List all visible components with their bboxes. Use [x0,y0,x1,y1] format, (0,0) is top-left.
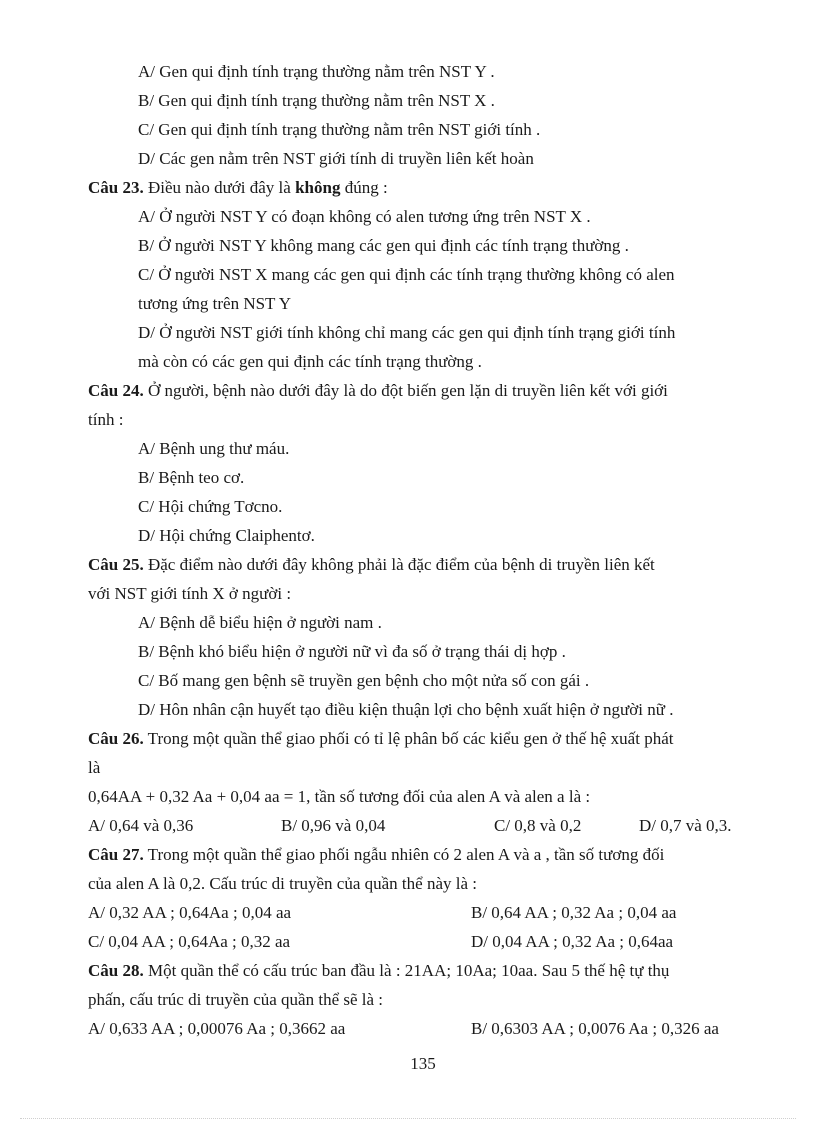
q27-option-a: A/ 0,32 AA ; 0,64Aa ; 0,04 aa [88,903,292,922]
q24-stem-line2: tính : [88,410,124,429]
q23-option-c-line1: C/ Ở người NST X mang các gen qui định các tính trạng thường không có alen [138,265,675,284]
q26-label: Câu 26. [88,729,144,748]
q24-label: Câu 24. [88,381,144,400]
q25-stem [88,554,655,576]
q26-option-d: D/ 0,7 và 0,3. [639,816,732,835]
q24-stem [88,380,668,402]
q25-label: Câu 25. [88,555,144,574]
q23-stem [88,177,388,199]
q23-option-c-line2: tương ứng trên NST Y [138,294,292,313]
q27-stem-line2: của alen A là 0,2. Cấu trúc di truyền của quần thể này là : [88,874,477,893]
q27-option-c: C/ 0,04 AA ; 0,64Aa ; 0,32 aa [88,932,291,951]
q24-option-a: A/ Bệnh ung thư máu. [138,439,290,458]
q23-label: Câu 23. [88,178,144,197]
q26-option-b: B/ 0,96 và 0,04 [281,816,386,835]
q25-stem-line2: với NST giới tính X ở người : [88,584,292,603]
q27-stem [88,844,664,866]
q28-stem-line2: phấn, cấu trúc di truyền của quần thể sẽ là : [88,990,384,1009]
q22-option-d: D/ Các gen nằm trên NST giới tính di truyền liên kết hoàn [138,149,534,168]
q27-option-b: B/ 0,64 AA ; 0,32 Aa ; 0,04 aa [471,903,677,922]
q28-label: Câu 28. [88,961,144,980]
q25-option-b: B/ Bệnh khó biểu hiện ở người nữ vì đa số ở trạng thái dị hợp . [138,642,566,661]
q22-option-a: A/ Gen qui định tính trạng thường nằm trên NST Y . [138,62,495,81]
q23-bold-word: không [295,178,341,197]
q23-option-d-line1: D/ Ở người NST giới tính không chỉ mang các gen qui định tính trạng giới tính [138,323,676,342]
q26-stem-line3: 0,64AA + 0,32 Aa + 0,04 aa = 1, tần số tương đối của alen A và alen a là : [88,787,591,806]
q28-option-a: A/ 0,633 AA ; 0,00076 Aa ; 0,3662 aa [88,1019,346,1038]
q24-option-d: D/ Hội chứng Claiphentơ. [138,526,315,545]
q23-option-a: A/ Ở người NST Y có đoạn không có alen tương ứng trên NST X . [138,207,591,226]
q22-option-c: C/ Gen qui định tính trạng thường nằm trên NST giới tính . [138,120,541,139]
q25-option-d: D/ Hôn nhân cận huyết tạo điều kiện thuận lợi cho bệnh xuất hiện ở người nữ . [138,700,674,719]
q28-stem [88,960,669,982]
q26-stem [88,728,673,750]
q25-option-a: A/ Bệnh dễ biểu hiện ở người nam . [138,613,382,632]
page-bottom-rule [20,1118,796,1119]
q27-label: Câu 27. [88,845,144,864]
q25-text: Đặc điểm nào dưới đây không phải là đặc điểm của bệnh di truyền liên kết [143,555,655,574]
q24-option-c: C/ Hội chứng Tơcno. [138,497,283,516]
q26-option-a: A/ 0,64 và 0,36 [88,816,194,835]
q27-option-d: D/ 0,04 AA ; 0,32 Aa ; 0,64aa [471,932,674,951]
q24-text: Ở người, bệnh nào dưới đây là do đột biến gen lặn di truyền liên kết với giới [143,381,668,400]
q26-option-c: C/ 0,8 và 0,2 [494,816,582,835]
q23-option-b: B/ Ở người NST Y không mang các gen qui định các tính trạng thường . [138,236,629,255]
q27-text: Trong một quần thể giao phối ngẫu nhiên có 2 alen A và a , tần số tương đối [143,845,665,864]
q28-text: Một quần thể có cấu trúc ban đầu là : 21AA; 10Aa; 10aa. Sau 5 thế hệ tự thụ [143,961,670,980]
q25-option-c: C/ Bố mang gen bệnh sẽ truyền gen bệnh cho một nửa số con gái . [138,671,590,690]
q23-text-after: đúng : [340,178,388,197]
q23-option-d-line2: mà còn có các gen qui định các tính trạng thường . [138,352,482,371]
q26-text: Trong một quần thể giao phối có tỉ lệ phân bố các kiểu gen ở thế hệ xuất phát [143,729,674,748]
page-number: 135 [410,1054,436,1073]
q24-option-b: B/ Bệnh teo cơ. [138,468,245,487]
q26-stem-line2: là [88,758,101,777]
q28-option-b: B/ 0,6303 AA ; 0,0076 Aa ; 0,326 aa [471,1019,719,1038]
q23-text-before: Điều nào dưới đây là [143,178,296,197]
q22-option-b: B/ Gen qui định tính trạng thường nằm trên NST X . [138,91,495,110]
